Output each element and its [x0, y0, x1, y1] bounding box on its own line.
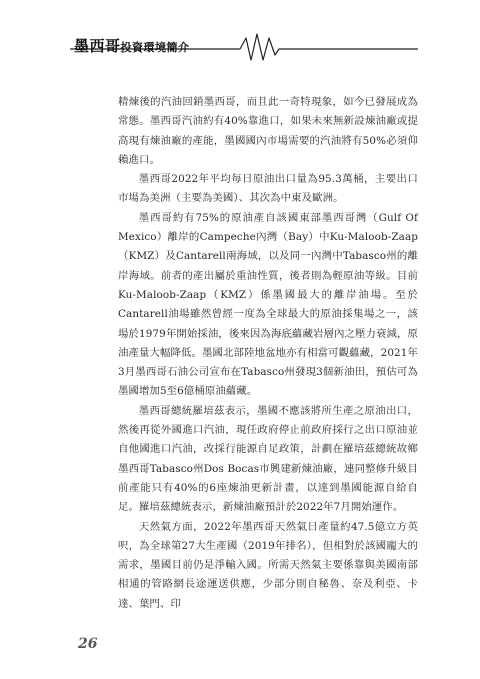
paragraph-1: 精煉後的汽油回銷墨西哥，而且此一奇特現象，如今已發展成為常態。墨西哥汽油約有40%靠進口，如果未來無新設煉油廠或提高現有煉油廠的產能，墨國國內市場需要的汽油將有50%必須仰賴進口。 — [118, 96, 418, 166]
page-header — [0, 0, 480, 70]
page-number: 26 — [78, 636, 98, 652]
running-header-title — [74, 35, 190, 56]
header-title-main: 墨西哥 — [74, 37, 121, 55]
paragraph-4: 墨西哥總統羅培茲表示，墨國不應該將所生產之原油出口，然後再從外國進口汽油，現任政府停止前政府採行之出口原油並自他國進口汽油，改採行能源自足政策，計劃在羅培茲總統故鄉墨西哥Tabasco州Dos Bocas市興建新煉油廠，連同整修升級目前產能只有40%的6座煉油更新計畫，以達到墨國能源自給自足。羅培茲總統表示，新煉油廠預計於2022年7月開始運作。 — [118, 404, 418, 514]
header-title-sub: 投資環境簡介 — [120, 41, 190, 54]
heartbeat-line-icon — [0, 0, 480, 70]
paragraph-5: 天然氣方面，2022年墨西哥天然氣日產量約47.5億立方英呎，為全球第27大生產國（2019年排名），但相對於該國龐大的需求，墨國目前仍是淨輸入國。所需天然氣主要係靠與美國南部相通的管路網長途運送供應，少部分則自秘魯、奈及利亞、卡達、葉門、印 — [118, 520, 418, 610]
paragraph-2: 墨西哥2022年平均每日原油出口量為95.3萬桶，主要出口市場為美洲（主要為美國）、其次為中東及歐洲。 — [118, 173, 418, 205]
body-text — [118, 93, 418, 614]
paragraph-3: 墨西哥約有75%的原油產自該國東部墨西哥灣（Gulf Of Mexico）離岸的Campeche內灣（Bay）中Ku-Maloob-Zaap（KMZ）及Cantarell兩海域，以及同一內灣中Tabasco州的離岸海域。前者的產出屬於重油性質，後者則為輕原油等級。目前Ku-Maloob-Zaap（KMZ）係墨國最大的離岸油場。至於Cantarell油場雖然曾經一度為全球最大的原油採集場之一，該場於1979年開始採油，後來因為海底蘊藏岩層內之壓力衰減，原油產量大幅降低。墨國北部陸地盆地亦有相當可觀蘊藏，2021年3月墨西哥石油公司宣布在Tabasco州發現3個新油田，預估可為墨國增加5至6億桶原油蘊藏。 — [118, 211, 418, 398]
